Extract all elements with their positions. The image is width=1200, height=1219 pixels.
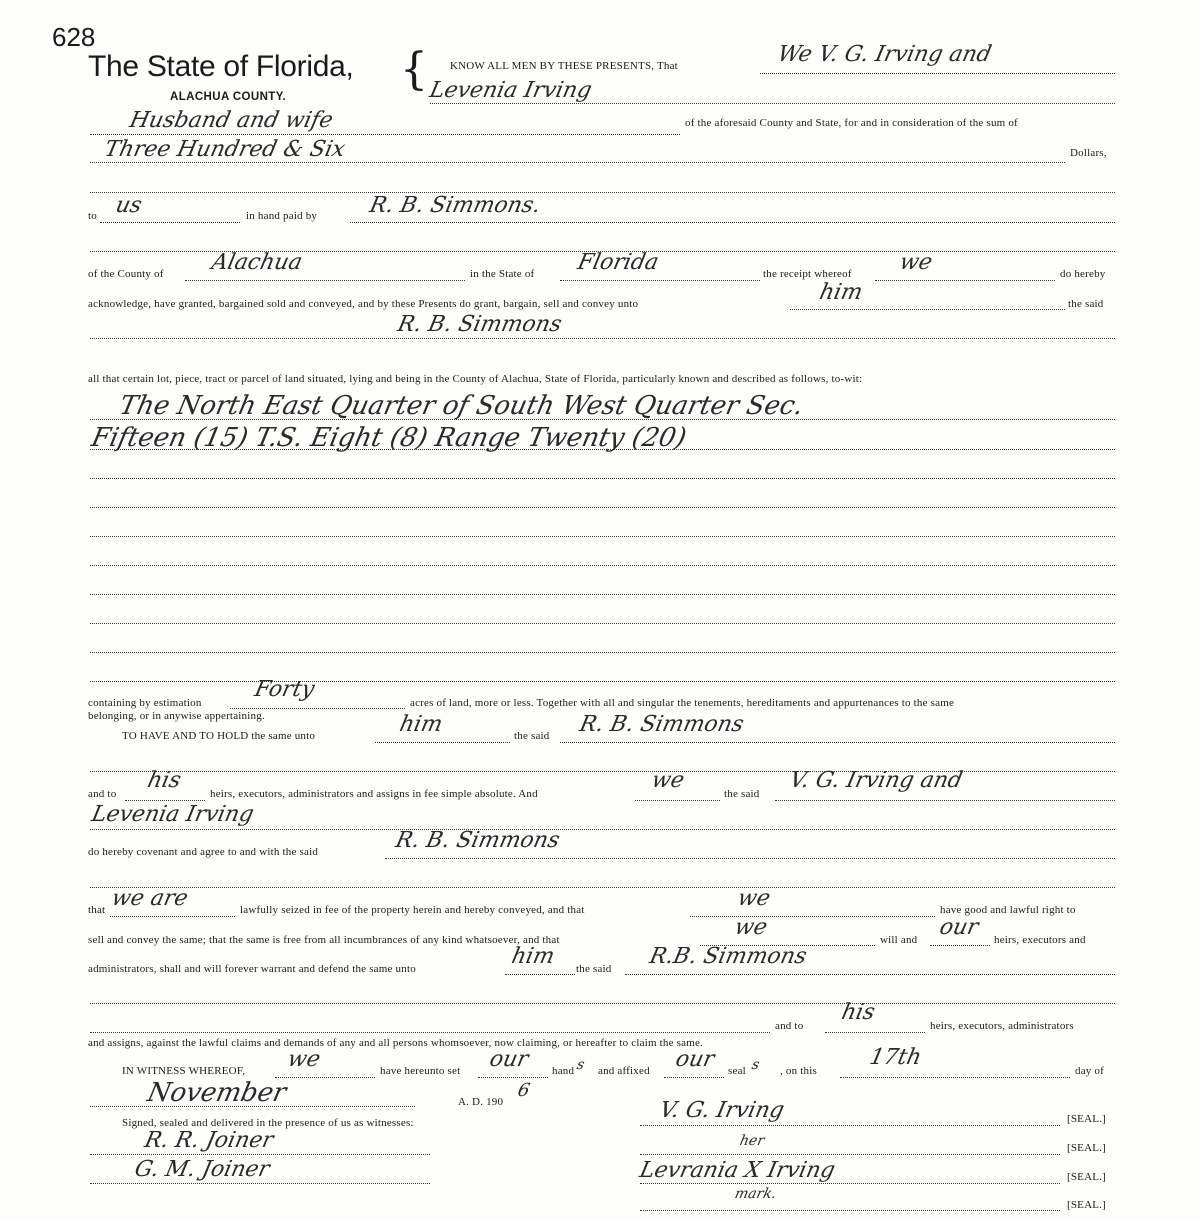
- dotted-line: [90, 134, 680, 135]
- hw-that2: we: [735, 886, 773, 911]
- hw-sum: Three Hundred & Six: [102, 137, 348, 162]
- dotted-line: [230, 708, 405, 709]
- hw-to: us: [113, 193, 145, 218]
- dotted-line: [90, 192, 1115, 193]
- dollars-text: Dollars,: [1070, 147, 1107, 159]
- dotted-line: [375, 742, 510, 743]
- dotted-line: [350, 222, 1115, 223]
- will-and: will and: [880, 934, 918, 946]
- in-hand-paid-by: in hand paid by: [246, 210, 318, 222]
- dotted-line: [430, 103, 1115, 104]
- on-this: , on this: [780, 1065, 817, 1077]
- to-label: to: [88, 210, 97, 222]
- seal-label-3: [SEAL.]: [1067, 1171, 1106, 1183]
- dotted-line: [90, 1003, 1115, 1004]
- dotted-line: [90, 1032, 770, 1033]
- heirs-exec-admin: heirs, executors, administrators: [930, 1020, 1074, 1032]
- hw-hand-our: our: [487, 1047, 531, 1072]
- county-label: ALACHUA COUNTY.: [170, 91, 287, 103]
- dotted-line: [110, 916, 235, 917]
- seal-label-4: [SEAL.]: [1067, 1199, 1106, 1211]
- of-the-county-of: of the County of: [88, 268, 164, 280]
- dotted-line: [640, 1154, 1060, 1155]
- in-witness: IN WITNESS WHEREOF,: [122, 1065, 246, 1077]
- land-line: all that certain lot, piece, tract or parcel of land situated, lying and being in the County of Alachua, State of Florida, particularly known and described as follows, to-wit:: [88, 373, 863, 385]
- dotted-line: [90, 536, 1115, 537]
- dotted-line: [635, 800, 720, 801]
- hw-seal-our: our: [673, 1047, 717, 1072]
- dotted-line: [90, 623, 1115, 624]
- hw-covenant-with: R. B. Simmons: [393, 828, 562, 853]
- aforesaid-text: of the aforesaid County and State, for and in consideration of the sum of: [685, 117, 1018, 129]
- dotted-line: [90, 1106, 415, 1107]
- hw-state: Florida: [575, 250, 661, 275]
- dotted-line: [90, 829, 1115, 830]
- and-to-2: and to: [775, 1020, 804, 1032]
- hw-defend-unto: him: [509, 944, 557, 969]
- dotted-line: [560, 742, 1115, 743]
- dotted-line: [640, 1210, 1060, 1211]
- dotted-line: [640, 1183, 1060, 1184]
- dotted-line: [275, 1077, 375, 1078]
- have-hereunto: have hereunto set: [380, 1065, 461, 1077]
- dotted-line: [760, 73, 1115, 74]
- administrators-line: administrators, shall and will forever warrant and defend the same unto: [88, 963, 416, 975]
- the-said-4: the said: [576, 963, 612, 975]
- acknowledge-line: acknowledge, have granted, bargained sold and conveyed, and by these Presents do grant, bargain, sell and convey unto: [88, 298, 639, 310]
- hw-grantors-line1: We V. G. Irving and: [775, 42, 994, 67]
- and-to: and to: [88, 788, 117, 800]
- dotted-line: [505, 974, 575, 975]
- dotted-line: [90, 419, 1115, 420]
- dotted-line: [90, 887, 1115, 888]
- hw-that: we are: [109, 886, 191, 911]
- dotted-line: [930, 945, 990, 946]
- brace-glyph: {: [400, 44, 428, 95]
- the-said-2: the said: [514, 730, 550, 742]
- that-label: that: [88, 904, 106, 916]
- state-title: The State of Florida,: [88, 50, 354, 83]
- hw-our: our: [937, 915, 981, 940]
- hw-year: 6: [515, 1080, 532, 1101]
- dotted-line: [185, 280, 465, 281]
- dotted-line: [775, 800, 1115, 801]
- dotted-line: [125, 800, 205, 801]
- in-the-state-of: in the State of: [470, 268, 535, 280]
- her-note: her: [738, 1133, 766, 1149]
- hw-month: November: [144, 1078, 289, 1108]
- dotted-line: [825, 1032, 925, 1033]
- dotted-line: [90, 478, 1115, 479]
- dotted-line: [90, 338, 1115, 339]
- heirs-exec-and: heirs, executors and: [994, 934, 1086, 946]
- hw-covenant-line2: Levenia Irving: [89, 802, 256, 827]
- acres-text: acres of land, more or less. Together with all and singular the tenements, hereditaments and appurtenances to the same: [410, 697, 955, 709]
- hw-desc-line2: Fifteen (15) T.S. Eight (8) Range Twenty (20): [88, 423, 690, 453]
- hw-county: Alachua: [209, 250, 305, 275]
- dotted-line: [560, 280, 760, 281]
- do-hereby: do hereby: [1060, 268, 1106, 280]
- sell-convey: sell and convey the same; that the same is free from all incumbrances of any kind whatsoever, and that: [88, 934, 560, 946]
- hw-paid-by: R. B. Simmons.: [367, 193, 543, 218]
- dotted-line: [90, 1154, 430, 1155]
- dotted-line: [100, 222, 240, 223]
- hw-and-to-2: his: [839, 1000, 878, 1025]
- hw-acres: Forty: [252, 677, 317, 702]
- the-said-3: the said: [724, 788, 760, 800]
- hw-relation: Husband and wife: [127, 108, 336, 133]
- mark-note: mark.: [733, 1186, 778, 1202]
- hw-and-we: we: [649, 768, 687, 793]
- hw-receipt: we: [897, 250, 935, 275]
- dotted-line: [90, 1183, 430, 1184]
- and-affixed: and affixed: [598, 1065, 650, 1077]
- dotted-line: [664, 1077, 724, 1078]
- to-have-label: TO HAVE AND TO HOLD the same unto: [122, 730, 316, 742]
- dotted-line: [625, 974, 1115, 975]
- containing-label: containing by estimation: [88, 697, 202, 709]
- hw-grantee: R. B. Simmons: [395, 312, 564, 337]
- dotted-line: [90, 162, 1065, 163]
- receipt-whereof: the receipt whereof: [763, 268, 852, 280]
- heirs-line: heirs, executors, administrators and assigns in fee simple absolute. And: [210, 788, 538, 800]
- dotted-line: [90, 681, 1115, 682]
- hw-covenant-line1: V. G. Irving and: [787, 768, 965, 793]
- dotted-line: [90, 565, 1115, 566]
- seal-suffix: s: [750, 1057, 761, 1073]
- hw-have-said: R. B. Simmons: [577, 712, 746, 737]
- dotted-line: [478, 1077, 548, 1078]
- signed-sealed: Signed, sealed and delivered in the presence of us as witnesses:: [122, 1117, 414, 1129]
- seal-text: seal: [728, 1065, 746, 1077]
- signer2-signature: Levrania X Irving: [637, 1158, 838, 1183]
- lawfully-seized: lawfully seized in fee of the property herein and hereby conveyed, and that: [240, 904, 585, 916]
- the-said: the said: [1068, 298, 1104, 310]
- hw-day: 17th: [867, 1045, 924, 1070]
- signer1-signature: V. G. Irving: [657, 1098, 787, 1123]
- witness1-signature: R. R. Joiner: [142, 1128, 276, 1153]
- dotted-line: [790, 309, 1065, 310]
- dotted-line: [875, 280, 1055, 281]
- document-number: 628: [52, 22, 96, 52]
- hw-and-to: his: [145, 768, 184, 793]
- day-of: day of: [1075, 1065, 1104, 1077]
- belonging-line: belonging, or in anywise appertaining.: [88, 710, 265, 722]
- hand-text: hand: [552, 1065, 575, 1077]
- hw-convey-unto: him: [817, 280, 865, 305]
- have-good: have good and lawful right to: [940, 904, 1076, 916]
- hw-defend-said: R.B. Simmons: [647, 944, 809, 969]
- seal-label-1: [SEAL.]: [1067, 1113, 1106, 1125]
- witness2-signature: G. M. Joiner: [132, 1157, 272, 1182]
- assigns-line: and assigns, against the lawful claims and demands of any and all persons whomsoever, now claiming, or hereafter to claim the same.: [88, 1037, 704, 1049]
- covenant-label: do hereby covenant and agree to and with the said: [88, 846, 319, 858]
- hw-witness-we: we: [285, 1047, 323, 1072]
- hw-have-unto: him: [397, 712, 445, 737]
- dotted-line: [90, 507, 1115, 508]
- dotted-line: [840, 1077, 1070, 1078]
- dotted-line: [90, 449, 1115, 450]
- dotted-line: [640, 1125, 1060, 1126]
- dotted-line: [690, 916, 935, 917]
- hand-suffix: s: [575, 1057, 586, 1073]
- dotted-line: [385, 858, 1115, 859]
- know-all-men: KNOW ALL MEN BY THESE PRESENTS, That: [450, 60, 678, 72]
- ad-text: A. D. 190: [458, 1096, 504, 1108]
- hw-desc-line1: The North East Quarter of South West Quarter Sec.: [116, 391, 807, 421]
- dotted-line: [90, 594, 1115, 595]
- seal-label-2: [SEAL.]: [1067, 1142, 1106, 1154]
- dotted-line: [90, 652, 1115, 653]
- hw-grantors-line2: Levenia Irving: [427, 78, 594, 103]
- hw-sell-we: we: [732, 915, 770, 940]
